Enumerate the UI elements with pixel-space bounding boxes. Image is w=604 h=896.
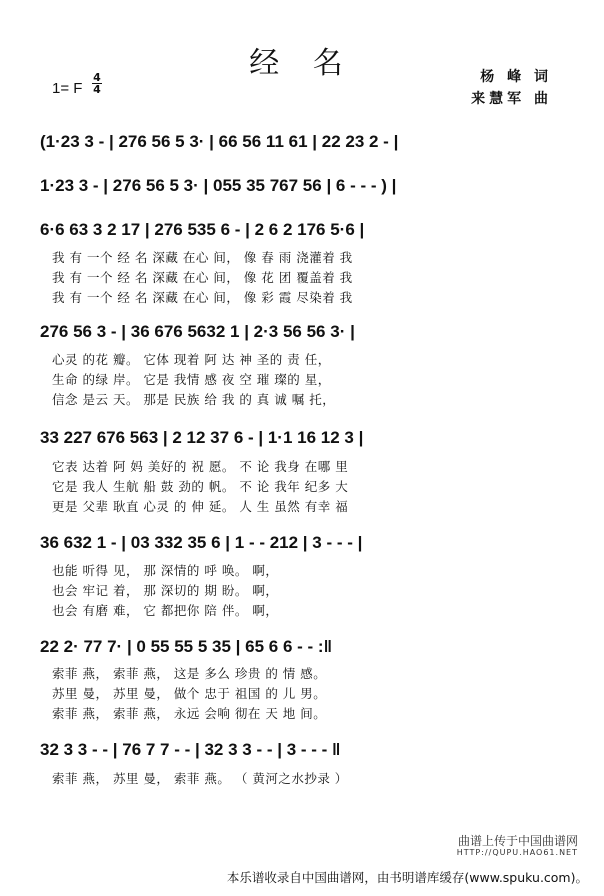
score-system-6-notes: 36 632 1 - | 03 332 35 6 | 1 - - 212 | 3 - - - | xyxy=(40,533,363,552)
lyric-line: 信念 是云 天。 那是 民族 给 我 的 真 诚 嘱 托， xyxy=(52,392,336,407)
score-system-1-notes: (1·23 3 - | 276 56 5 3· | 66 56 11 61 | 22 23 2 - | xyxy=(40,132,399,151)
lyric-line: 它是 我人 生航 船 鼓 劲的 帆。 不 论 我年 纪多 大 xyxy=(52,479,349,494)
key-signature: 1= F xyxy=(52,80,83,97)
score-system-5-notes: 33 227 676 563 | 2 12 37 6 - | 1·1 16 12 3 | xyxy=(40,428,364,447)
lyric-line: 我 有 一个 经 名 深藏 在心 间， 像 花 团 覆盖着 我 xyxy=(52,270,353,285)
score-system-4-notes: 276 56 3 - | 36 676 5632 1 | 2·3 56 56 3· | xyxy=(40,322,355,341)
lyric-line: 心灵 的花 瓣。 它体 现着 阿 达 神 圣的 责 任， xyxy=(52,352,331,367)
lyric-line: 索菲 燕， 苏里 曼， 索菲 燕。 （ 黄河之水抄录 ） xyxy=(52,771,348,786)
lyric-line: 更是 父辈 耿直 心灵 的 伸 延。 人 生 虽然 有幸 福 xyxy=(52,499,349,514)
lyric-line: 苏里 曼， 苏里 曼， 做个 忠于 祖国 的 儿 男。 xyxy=(52,686,327,701)
score-system-7-notes: 22 2· 77 7· | 0 55 55 5 35 | 65 6 6 - - :‖ xyxy=(40,637,333,656)
lyric-line: 它表 达着 阿 妈 美好的 祝 愿。 不 论 我身 在哪 里 xyxy=(52,459,349,474)
footer-copyright: 本乐谱收录自中国曲谱网，由书明谱库缓存(www.spuku.com)。 xyxy=(226,870,588,885)
lyricist-credit: 杨 峰 词 xyxy=(480,69,552,85)
lyric-line: 索菲 燕， 索菲 燕， 这是 多么 珍贵 的 情 感。 xyxy=(52,666,327,681)
lyric-line: 索菲 燕， 索菲 燕， 永远 会响 彻在 天 地 间。 xyxy=(52,706,327,721)
lyric-line: 也会 有磨 难， 它 都把你 陪 伴。 啊， xyxy=(52,603,279,618)
score-system-8-notes: 32 3 3 - - | 76 7 7 - - | 32 3 3 - - | 3 - - - ‖ xyxy=(40,740,341,759)
time-signature-top: 4 xyxy=(93,71,101,84)
lyric-line: 我 有 一个 经 名 深藏 在心 间， 像 春 雨 浇灌着 我 xyxy=(52,250,353,265)
time-signature xyxy=(92,72,102,95)
lyric-line: 生命 的绿 岸。 它是 我情 感 夜 空 璀 璨的 星， xyxy=(52,372,331,387)
footer-url[interactable]: HTTP://QUPU.HAO61.NET xyxy=(456,848,578,857)
lyric-line: 我 有 一个 经 名 深藏 在心 间， 像 彩 霞 尽染着 我 xyxy=(52,290,353,305)
score-system-3-notes: 6·6 63 3 2 17 | 276 535 6 - | 2 6 2 176 5·6 | xyxy=(40,220,365,239)
lyric-line: 也会 牢记 着， 那 深切的 期 盼。 啊， xyxy=(52,583,279,598)
footer-site-label: 曲谱上传于中国曲谱网 xyxy=(457,834,578,848)
score-system-2-notes: 1·23 3 - | 276 56 5 3· | 055 35 767 56 | 6 - - - ) | xyxy=(40,176,397,195)
composer-credit: 来慧军 曲 xyxy=(471,91,552,107)
lyric-line: 也能 听得 见， 那 深情的 呼 唤。 啊， xyxy=(52,563,279,578)
song-title: 经 名 xyxy=(249,46,355,81)
time-signature-bottom: 4 xyxy=(93,83,101,96)
